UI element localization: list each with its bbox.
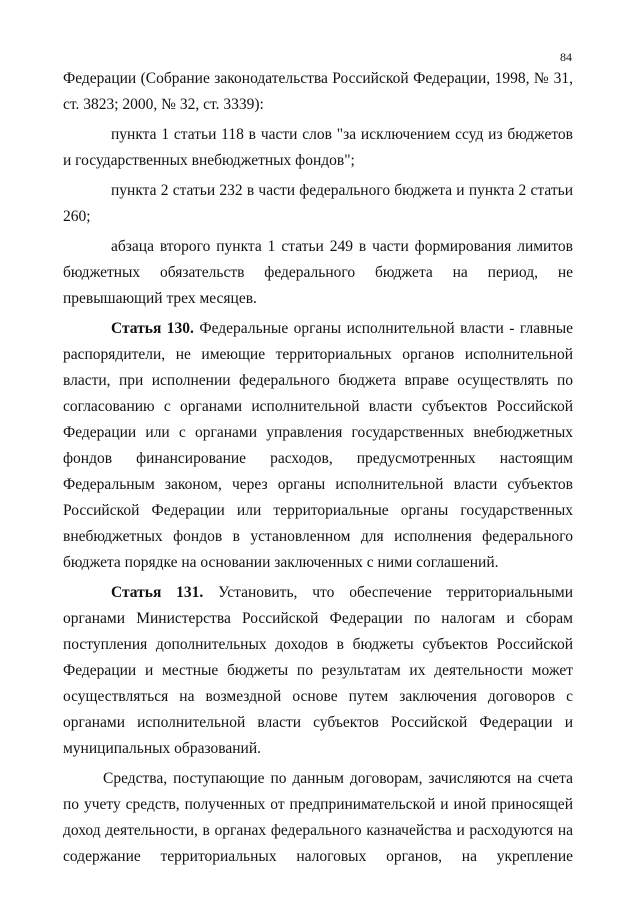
article-131-heading: Статья 131. [111, 584, 204, 601]
paragraph-item-232: пункта 2 статьи 232 в части федерального бюджета и пункта 2 статьи 260; [63, 182, 573, 225]
article-130-paragraph [63, 316, 573, 576]
article-130-text: Федеральные органы исполнительной власти - главные распорядители, не имеющие территориальных органов исполнительной власти, при исполнении федерального бюджета вправе осуществлять по согласованию с органами исполнительной власти субъектов Российской Федерации или с органами управления государственных внебюджетных фондов финансирование расходов, предусмотренных настоящим Федеральным законом, через органы исполнительной власти субъектов Российской Федерации или территориальные органы государственных внебюджетных фондов в установленном для исполнения федерального бюджета порядке на основании заключенных с ними соглашений. [63, 320, 573, 571]
page-number: 84 [560, 50, 572, 64]
paragraph-continuation: Федерации (Собрание законодательства Российской Федерации, 1998, № 31, ст. 3823; 2000, № 32, ст. 3339): [63, 70, 573, 113]
article-130-heading: Статья 130. [111, 320, 194, 337]
body-text [63, 66, 573, 870]
funds-paragraph: Средства, поступающие по данным договорам, зачисляются на счета по учету средств, полученных от предпринимательской и иной приносящей доход деятельности, в органах федерального казначейства и расходуются на содержание территориальных налоговых органов, на укрепление [63, 770, 573, 865]
paragraph-item-249: абзаца второго пункта 1 статьи 249 в части формирования лимитов бюджетных обязательств федерального бюджета на период, не превышающий трех месяцев. [63, 238, 573, 307]
article-131-paragraph [63, 580, 573, 762]
article-131-text: Установить, что обеспечение территориальными органами Министерства Российской Федерации по налогам и сборам поступления дополнительных доходов в бюджеты субъектов Российской Федерации и местные бюджеты по результатам их деятельности может осуществляться на возмездной основе путем заключения договоров с органами исполнительной власти субъектов Российской Федерации и муниципальных образований. [63, 584, 574, 757]
paragraph-item-118: пункта 1 статьи 118 в части слов "за исключением ссуд из бюджетов и государственных внебюджетных фондов"; [63, 126, 573, 169]
